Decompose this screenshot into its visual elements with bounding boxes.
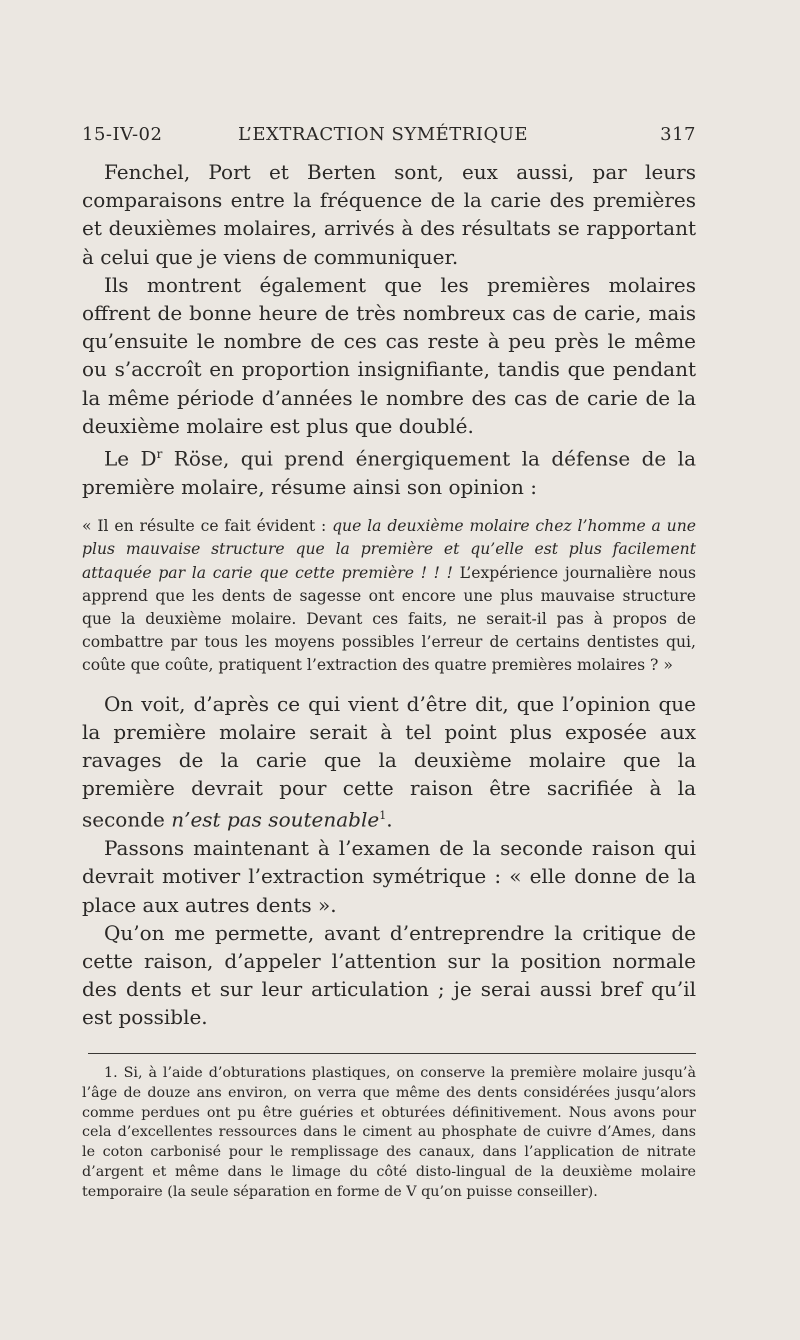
paragraph-4-main: On voit, d’après ce qui vient d’être dit, que l’opinion que la première molaire serait à tel point plus exposée aux ravages de la carie que la deuxième molaire que la première devrait pour cette raison être sacrifiée à la seconde: [82, 691, 696, 832]
paragraph-4-end: .: [386, 807, 393, 832]
running-header: [82, 124, 696, 152]
block-quote: [82, 515, 696, 677]
paragraph-4-italic: n’est pas soutenable: [171, 807, 380, 832]
doctor-abbrev-sup: r: [156, 447, 163, 462]
paragraph-3-start: Le D: [104, 446, 157, 471]
quote-rest: L’expérience journalière nous apprend que les dents de sagesse ont encore une plus mauvaise structure que la deuxième molaire. Devant ces faits, ne serait-il pas à propos de combattre par tous les moyens possibles l’erreur de certains dentistes qui, coûte que coûte, pratiquent l’extraction des quatre premières molaires ? »: [82, 563, 696, 675]
paragraph-2: Ils montrent également que les premières molaires offrent de bonne heure de très nombreux cas de carie, mais qu’ensuite le nombre de ces cas reste à peu près le même ou s’accroît en proportion insignifiante, tandis que pendant la même période d’années le nombre des cas de carie de la deuxième molaire est plus que doublé.: [82, 272, 696, 438]
paragraph-1: Fenchel, Port et Berten sont, eux aussi, par leurs comparaisons entre la fréquence de la carie des premières et deuxièmes molaires, arrivés à des résultats se rapportant à celui que je viens de communiquer.: [82, 160, 696, 269]
footnote-divider: [88, 1053, 696, 1054]
paragraph-6: Qu’on me permette, avant d’entreprendre la critique de cette raison, d’appeler l’attention sur la position normale des dents et sur leur articulation ; je serai aussi bref qu’il est possible.: [82, 920, 696, 1030]
footnote: 1. Si, à l’aide d’obturations plastiques, on conserve la première molaire jusqu’à l’âge de douze ans environ, on verra que même des dents considérées jusqu’alors comme perdues ont pu être guéries et obturées définitivement. Nous avons pour cela d’excellentes ressources dans le ciment au phosphate de cuivre d’Ames, dans le coton carbonisé pour le remplissage des canaux, dans l’application de nitrate d’argent et même dans le limage du côté disto-lingual de la deuxième molaire temporaire (la seule séparation en forme de V qu’on puisse conseiller).: [82, 1065, 696, 1200]
page-number: 317: [660, 124, 696, 145]
paragraph-4: [82, 690, 696, 835]
paragraph-3: [82, 440, 696, 501]
paragraph-5: Passons maintenant à l’examen de la seconde raison qui devrait motiver l’extraction symétrique : « elle donne de la place aux autres dents ».: [82, 836, 696, 917]
quote-opening: « Il en résulte ce fait évident :: [82, 517, 333, 536]
header-date: 15-IV-02: [82, 124, 163, 145]
header-title: L’EXTRACTION SYMÉTRIQUE: [238, 124, 529, 145]
main-text: [82, 158, 696, 1032]
footnote-marker: 1: [379, 809, 387, 823]
quote-italic: que la deuxième molaire chez l’homme a une plus mauvaise structure que la première et qu’elle est plus facilement attaquée par la carie que cette première ! ! !: [82, 517, 697, 582]
paragraph-3-rest: Röse, qui prend énergiquement la défense de la première molaire, résume ainsi son opinion :: [82, 446, 696, 499]
